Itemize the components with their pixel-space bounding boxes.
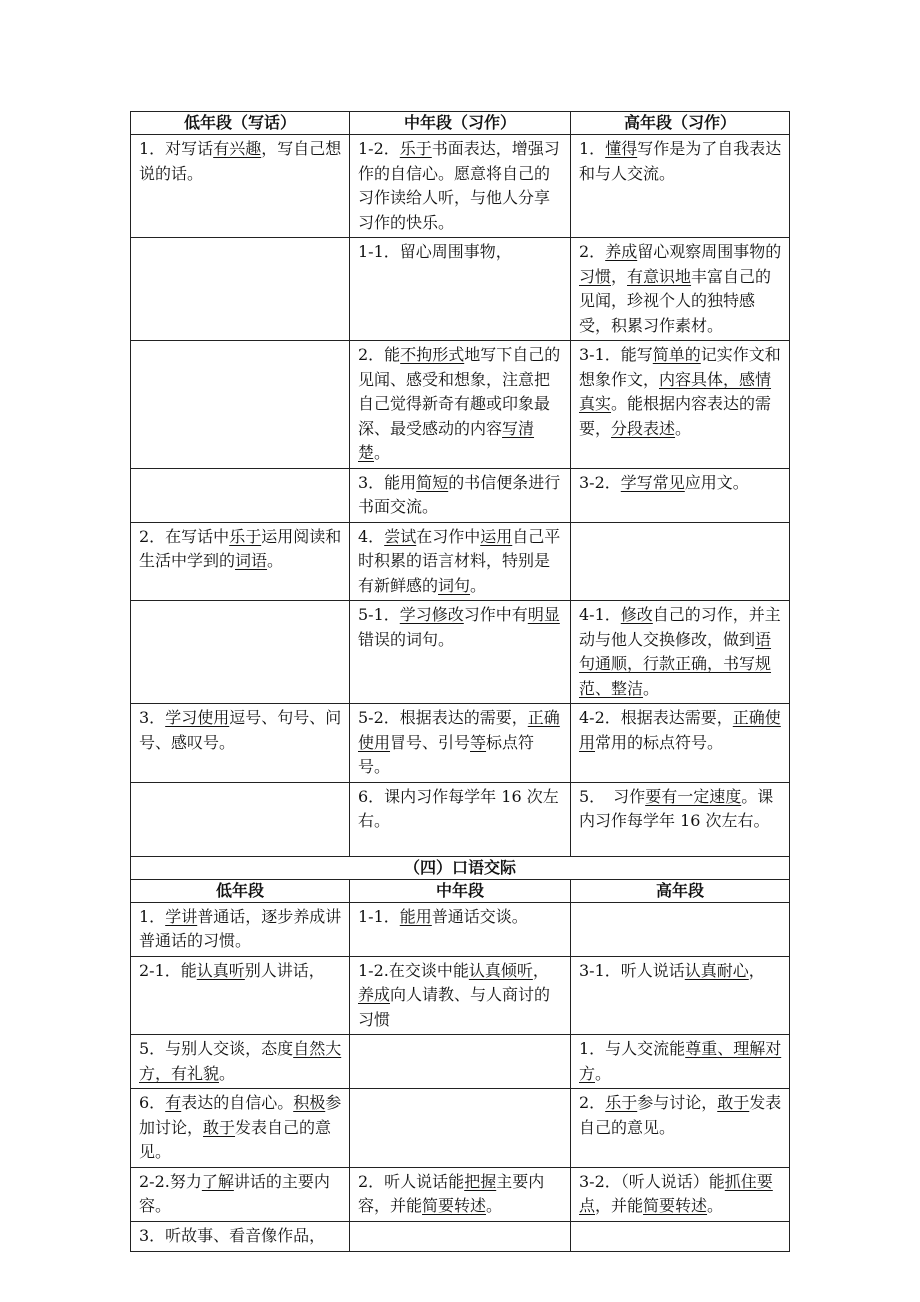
text-segment: 留心观察周围事物的 [637, 242, 782, 261]
underlined-text: 词句 [438, 575, 471, 595]
underlined-text: 不拘形式 [400, 345, 465, 364]
underlined-text: 语句通顺，行款正确，书写规范、整洁 [579, 629, 772, 698]
underlined-text: 抓住要点 [579, 1171, 773, 1215]
text-segment: 1． [579, 139, 606, 158]
oral-section-title-row [131, 856, 790, 879]
text-segment: 1． [139, 906, 166, 926]
oral-cell [131, 1167, 350, 1221]
writing-cell [571, 135, 790, 238]
oral-cell [350, 956, 571, 1035]
underlined-text: 敢于 [203, 1117, 236, 1137]
text-segment: 1-1． [358, 906, 400, 926]
underlined-text: 正确使用 [358, 708, 560, 752]
underlined-text: 简要转述 [643, 1196, 708, 1215]
oral-cell [350, 1167, 571, 1221]
oral-row [131, 1035, 790, 1089]
writing-cell [571, 782, 790, 856]
oral-cell [571, 1167, 790, 1221]
text-segment: 地写下自己的见闻、感受和想象，注意把自己觉得新奇有趣或印象最深、最受感动的内容 [358, 345, 561, 438]
oral-cell [131, 902, 350, 956]
oral-cell [350, 902, 571, 956]
curriculum-table [130, 111, 790, 1252]
oral-cell [571, 1089, 790, 1168]
text-segment: 。 [486, 1196, 503, 1215]
oral-row [131, 1167, 790, 1221]
writing-cell [131, 468, 350, 522]
underlined-text: 乐于 [399, 139, 432, 158]
writing-cell [571, 601, 790, 704]
writing-cell [350, 341, 571, 469]
oral-cell [571, 1221, 790, 1251]
underlined-text: 积极 [293, 1093, 326, 1112]
writing-cell [571, 238, 790, 341]
underlined-text: 分段表述 [611, 418, 676, 438]
header-mid-grade-writing: 中年段（习作） [350, 112, 571, 135]
underlined-text: 学习修改 [399, 605, 464, 624]
text-segment: 2-2.努力 [139, 1171, 202, 1191]
text-segment: 自己的习作，并主动与他人交换修改，做到 [579, 605, 781, 649]
text-segment: 1．与人交流能 [579, 1039, 686, 1058]
text-segment: 向人请教、与人商讨的习惯 [358, 985, 551, 1029]
text-segment: 3-1．听人说话 [579, 960, 685, 980]
underlined-text: 学习使用 [165, 708, 230, 727]
text-segment: 1-1．留心周围事物， [358, 242, 512, 261]
text-segment: 3． [139, 708, 166, 727]
underlined-text: 懂得 [605, 139, 638, 158]
text-segment: 3-1．能写 [579, 345, 653, 364]
text-segment: 参与讨论， [637, 1093, 718, 1112]
writing-cell [350, 522, 571, 601]
text-segment: 写作是为了自我表达和与人交流。 [579, 139, 782, 183]
text-segment: 冒号、引号 [390, 732, 471, 752]
writing-cell [350, 601, 571, 704]
text-segment: 普通话，逐步养成讲普通话的习惯。 [139, 906, 342, 950]
writing-cell [131, 341, 350, 469]
text-segment: ， [748, 960, 765, 980]
text-segment: 。 [219, 1063, 236, 1083]
underlined-text: 学讲 [165, 906, 198, 926]
text-segment: 讲话的主要内容。 [139, 1171, 330, 1215]
underlined-text: 有兴趣 [213, 139, 262, 158]
underlined-text: 乐于 [605, 1093, 638, 1112]
writing-cell [350, 704, 571, 783]
text-segment: 习作中有 [463, 605, 528, 624]
text-segment: 5-2．根据表达的需要， [358, 708, 528, 727]
text-segment: 4-2．根据表达需要， [579, 708, 733, 727]
header-low-grade-writing: 低年段（写话） [131, 112, 350, 135]
underlined-text: 有意识地 [627, 266, 692, 286]
text-segment: 。 [595, 1063, 612, 1083]
text-segment: 运用阅读和生活中学到的 [139, 526, 342, 570]
underlined-text: 尝试 [384, 526, 417, 546]
text-segment: 2．听人说话能 [358, 1171, 465, 1191]
writing-cell [350, 238, 571, 341]
writing-cell [131, 782, 350, 856]
writing-row [131, 704, 790, 783]
underlined-text: 明显 [527, 605, 560, 624]
underlined-text: 认真倾听 [468, 960, 533, 980]
writing-row [131, 522, 790, 601]
writing-cell [131, 522, 350, 601]
text-segment: 在习作中 [416, 526, 481, 546]
underlined-text: 简单的 [652, 345, 701, 364]
header-low-grade-oral: 低年段 [131, 879, 350, 902]
writing-cell [131, 238, 350, 341]
oral-section [131, 856, 790, 902]
oral-cell [571, 1035, 790, 1089]
underlined-text: 养成 [358, 985, 391, 1004]
writing-cell [131, 704, 350, 783]
text-segment: 5．与别人交谈，态度 [139, 1039, 294, 1058]
oral-cell [571, 956, 790, 1035]
writing-row [131, 238, 790, 341]
text-segment: 逗号、句号、问号、感叹号。 [139, 708, 342, 752]
oral-header-row [131, 879, 790, 902]
text-segment: 标点符号。 [358, 732, 535, 776]
underlined-text: 自然大方，有礼貌 [139, 1039, 342, 1083]
text-segment: 1．对写话 [139, 139, 214, 158]
text-segment: 常用的标点符号。 [595, 732, 724, 752]
writing-row [131, 135, 790, 238]
text-segment: 。 [675, 418, 692, 438]
underlined-text: 养成 [605, 242, 638, 261]
underlined-text: 能用 [399, 906, 432, 926]
underlined-text: 修改 [620, 605, 653, 624]
writing-row [131, 782, 790, 856]
text-segment: ， [611, 266, 628, 286]
text-segment: 的书信便条进行书面交流。 [358, 472, 561, 516]
text-segment: 书面表达，增强习作的自信心。愿意将自己的习作读给人听，与他人分享习作的快乐。 [358, 139, 560, 232]
text-segment: 1-2.在交谈中能 [358, 960, 469, 980]
underlined-text: 简短 [416, 472, 449, 492]
text-segment: 3-2． [579, 472, 621, 492]
oral-cell [350, 1035, 571, 1089]
underlined-text: 内容具体，感情真实 [579, 369, 772, 413]
underlined-text: 把握 [464, 1171, 497, 1191]
oral-row [131, 1089, 790, 1168]
text-segment: ，并能 [595, 1196, 644, 1215]
text-segment: 。课内习作每学年 16 次左右。 [579, 786, 774, 830]
text-segment: 。 [707, 1196, 724, 1215]
text-segment: 参加讨论， [139, 1093, 342, 1137]
writing-cell [131, 601, 350, 704]
text-segment: 记实作文和想象作文， [579, 345, 781, 389]
text-segment: ，写自己想说的话。 [139, 139, 342, 183]
oral-section-title: （四）口语交际 [131, 856, 790, 879]
text-segment: 6．课内习作每学年 16 次左右。 [358, 786, 559, 830]
text-segment: 主要内容，并能 [358, 1171, 545, 1215]
text-segment: 普通话交谈。 [431, 906, 528, 926]
writing-cell [350, 468, 571, 522]
text-segment: 别人讲话， [244, 960, 325, 980]
text-segment: 应用文。 [684, 472, 749, 492]
underlined-text: 学写常见 [620, 472, 685, 492]
text-segment: 2．在写话中 [139, 526, 230, 546]
text-segment: 错误的词句。 [358, 629, 455, 649]
text-segment: 。 [643, 678, 660, 698]
text-segment: 5-1． [358, 605, 400, 624]
text-segment: 2．能 [358, 345, 401, 364]
underlined-text: 认真听 [196, 960, 245, 980]
text-segment: 发表自己的意见。 [579, 1093, 782, 1137]
underlined-text: 习惯 [579, 266, 612, 286]
text-segment: 4-1． [579, 605, 621, 624]
text-segment: 2-1．能 [139, 960, 197, 980]
writing-cell [571, 704, 790, 783]
oral-cell [131, 1221, 350, 1251]
text-segment: 3．能用 [358, 472, 417, 492]
oral-cell [131, 1089, 350, 1168]
underlined-text: 尊重、理解对方 [579, 1039, 782, 1083]
oral-cell [131, 956, 350, 1035]
underlined-text: 正确使用 [579, 708, 781, 752]
text-segment: 3．听故事、看音像作品， [139, 1225, 326, 1245]
text-segment: 。 [267, 551, 284, 570]
writing-cell [571, 468, 790, 522]
oral-cell [131, 1035, 350, 1089]
oral-table-body [131, 902, 790, 1251]
text-segment: 。 [470, 575, 487, 595]
underlined-text: 了解 [201, 1171, 234, 1191]
writing-cell [350, 782, 571, 856]
oral-row [131, 956, 790, 1035]
writing-cell [131, 135, 350, 238]
writing-table-body [131, 135, 790, 857]
writing-row [131, 341, 790, 469]
text-segment: 自己平时积累的语言材料，特别是有新鲜感的 [358, 526, 561, 595]
oral-cell [350, 1221, 571, 1251]
text-segment: 6． [139, 1093, 166, 1112]
text-segment: 4． [358, 526, 385, 546]
header-mid-grade-oral: 中年段 [350, 879, 571, 902]
underlined-text: 运用 [480, 526, 513, 546]
text-segment: 。 [374, 443, 391, 462]
text-segment: 发表自己的意见。 [139, 1117, 332, 1161]
writing-header-row [131, 112, 790, 135]
text-segment: 丰富自己的见闻，珍视个人的独特感受，积累习作素材。 [579, 266, 772, 335]
writing-row [131, 468, 790, 522]
underlined-text: 等 [470, 732, 487, 752]
underlined-text: 敢于 [717, 1093, 750, 1112]
underlined-text: 简要转述 [422, 1196, 487, 1215]
underlined-text: 乐于 [229, 526, 262, 546]
text-segment: 2． [579, 1093, 606, 1112]
text-segment: 2． [579, 242, 606, 261]
text-segment: 1-2． [358, 139, 400, 158]
oral-cell [350, 1089, 571, 1168]
underlined-text: 写清楚 [358, 418, 535, 462]
oral-cell [571, 902, 790, 956]
underlined-text: 有 [165, 1093, 182, 1112]
text-segment: 。能根据内容表达的需要， [579, 394, 772, 438]
underlined-text: 要有一定速度 [645, 786, 742, 806]
text-segment: 3-2．（听人说话）能 [579, 1171, 725, 1191]
underlined-text: 认真耐心 [684, 960, 749, 980]
writing-cell [571, 341, 790, 469]
header-high-grade-writing: 高年段（习作） [571, 112, 790, 135]
text-segment: 5． 习作 [579, 786, 646, 806]
text-segment: 表达的自信心。 [181, 1093, 294, 1112]
writing-cell [350, 135, 571, 238]
underlined-text: 词语 [235, 551, 268, 570]
oral-row [131, 902, 790, 956]
oral-row [131, 1221, 790, 1251]
header-high-grade-oral: 高年段 [571, 879, 790, 902]
writing-row [131, 601, 790, 704]
text-segment: ， [532, 960, 549, 980]
writing-cell [571, 522, 790, 601]
